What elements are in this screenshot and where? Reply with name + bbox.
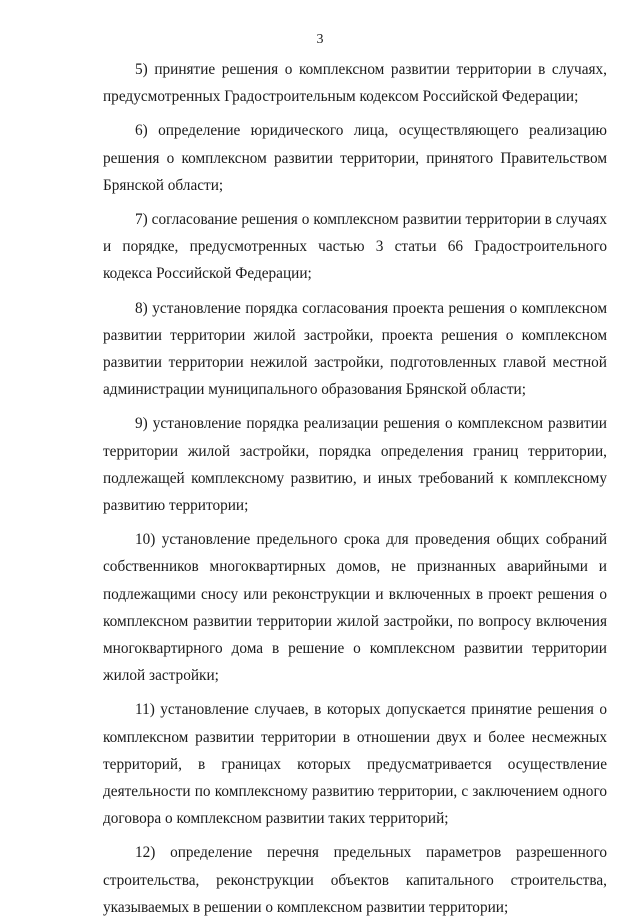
list-item-11: 11) установление случаев, в которых допускается принятие решения о комплексном развитии территории в отношении двух и более несмежных территорий, в границах которых предусматривается осуществление деятельности по комплексному развитию территории, с заключением одного договора о комплексном развитии таких территорий;	[103, 701, 607, 828]
list-item-10: 10) установление предельного срока для проведения общих собраний собственников многоквартирных домов, не признанных аварийными и подлежащими сносу или реконструкции и включенных в проект решения о комплексном развитии территории жилой застройки, по вопросу включения многоквартирного дома в решение о комплексном развитии территории жилой застройки;	[103, 531, 607, 685]
list-item-8: 8) установление порядка согласования проекта решения о комплексном развитии территории жилой застройки, проекта решения о комплексном развитии территории нежилой застройки, подготовленных главой местной администрации муниципального образования Брянской области;	[103, 299, 607, 399]
list-item-7: 7) согласование решения о комплексном развитии территории в случаях и порядке, предусмотренных частью 3 статьи 66 Градостроительного кодекса Российской Федерации;	[103, 211, 607, 283]
page-number: 3	[316, 32, 324, 47]
list-item-9: 9) установление порядка реализации решения о комплексном развитии территории жилой застройки, порядка определения границ территории, подлежащей комплексному развитию, и иных требований к комплексному развитию территории;	[103, 415, 607, 515]
document-body	[103, 56, 607, 921]
list-item-12: 12) определение перечня предельных параметров разрешенного строительства, реконструкции объектов капитального строительства, указываемых в решении о комплексном развитии территории;	[103, 844, 607, 916]
list-item-5: 5) принятие решения о комплексном развитии территории в случаях, предусмотренных Градостроительным кодексом Российской Федерации;	[103, 61, 607, 106]
list-item-6: 6) определение юридического лица, осуществляющего реализацию решения о комплексном развитии территории, принятого Правительством Брянской области;	[103, 122, 607, 194]
